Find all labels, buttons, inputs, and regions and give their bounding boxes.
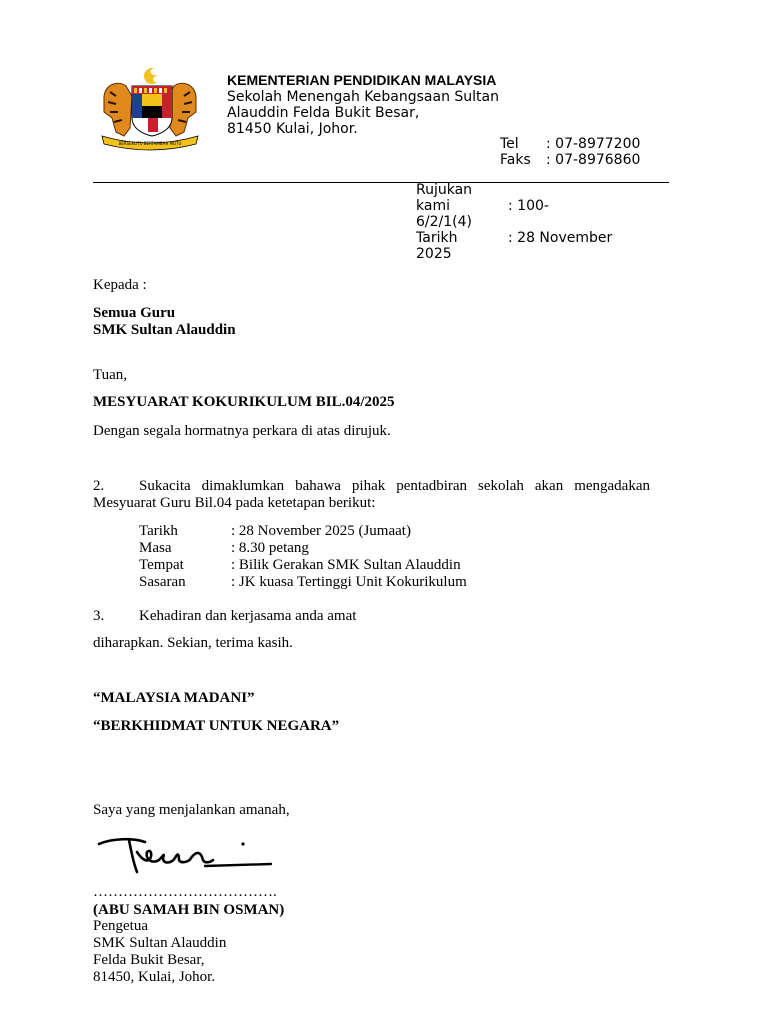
school-line: Sekolah Menengah Kebangsaan Sultan	[227, 89, 499, 105]
detail-row	[139, 557, 467, 574]
detail-row	[139, 540, 467, 557]
paragraph-text: Sukacita dimaklumkan bahawa pihak pentadbiran sekolah akan mengadakan Mesyuarat Guru Bil.04 pada ketetapan berikut:	[93, 478, 650, 511]
reference-block	[416, 182, 616, 262]
tel-value: : 07-8977200	[546, 136, 641, 152]
contact-block	[500, 136, 640, 168]
recipient-org: SMK Sultan Alauddin	[93, 322, 236, 338]
coat-of-arms-icon	[96, 66, 204, 152]
detail-value: : Bilik Gerakan SMK Sultan Alauddin	[231, 557, 461, 573]
date-cont: 2025	[416, 246, 452, 262]
date-value: : 28 November	[508, 230, 613, 246]
subject-line: MESYUARAT KOKURIKULUM BIL.04/2025	[93, 394, 395, 410]
to-label: Kepada :	[93, 277, 147, 293]
greeting: Tuan,	[93, 367, 128, 383]
signatory-address-line: 81450, Kulai, Johor.	[93, 969, 216, 985]
detail-row	[139, 523, 467, 540]
signatory-address-line: SMK Sultan Alauddin	[93, 935, 227, 951]
ministry-name: KEMENTERIAN PENDIDIKAN MALAYSIA	[227, 72, 497, 88]
intro-paragraph: Dengan segala hormatnya perkara di atas dirujuk.	[93, 423, 391, 439]
detail-label: Tempat	[139, 557, 184, 573]
slogan-madani: “MALAYSIA MADANI”	[93, 690, 255, 706]
detail-label: Sasaran	[139, 574, 186, 590]
date-row	[416, 230, 616, 246]
fax-row	[500, 152, 640, 168]
fax-label: Faks	[500, 152, 531, 168]
detail-row	[139, 574, 467, 591]
signatory-title: Pengetua	[93, 918, 148, 934]
date-label: Tarikh	[416, 230, 458, 246]
ref-cont: 6/2/1(4)	[416, 214, 472, 230]
crest-motto: BERSEKUTU BERTAMBAH MUTU	[118, 141, 182, 146]
recipient-name: Semua Guru	[93, 305, 176, 321]
paragraph-2	[93, 478, 650, 512]
signoff-text: Saya yang menjalankan amanah,	[93, 802, 290, 818]
tel-row	[500, 136, 640, 152]
detail-value: : JK kuasa Tertinggi Unit Kokurikulum	[231, 574, 467, 590]
signatory-name: (ABU SAMAH BIN OSMAN)	[93, 902, 285, 918]
detail-label: Tarikh	[139, 523, 178, 539]
paragraph-3	[93, 608, 356, 625]
closing-line: diharapkan. Sekian, terima kasih.	[93, 635, 293, 651]
meeting-details	[139, 523, 467, 591]
paragraph-text: Kehadiran dan kerjasama anda amat	[139, 608, 357, 624]
fax-value: : 07-8976860	[546, 152, 641, 168]
signatory-address-line: Felda Bukit Besar,	[93, 952, 205, 968]
detail-label: Masa	[139, 540, 172, 556]
signature-icon	[93, 830, 273, 880]
detail-value: : 8.30 petang	[231, 540, 309, 556]
paragraph-number: 3.	[93, 608, 105, 624]
ref-value: : 100-	[508, 198, 549, 214]
school-line: Alauddin Felda Bukit Besar,	[227, 105, 420, 121]
paragraph-number: 2.	[93, 478, 105, 494]
school-line: 81450 Kulai, Johor.	[227, 121, 358, 137]
ref-label: Rujukan kami	[416, 182, 473, 214]
slogan-berkhidmat: “BERKHIDMAT UNTUK NEGARA”	[93, 718, 340, 734]
school-address	[227, 89, 527, 137]
ref-row	[416, 182, 616, 214]
detail-value: : 28 November 2025 (Jumaat)	[231, 523, 411, 539]
tel-label: Tel	[500, 136, 519, 152]
signature-dots: ……………………………….	[93, 884, 277, 900]
